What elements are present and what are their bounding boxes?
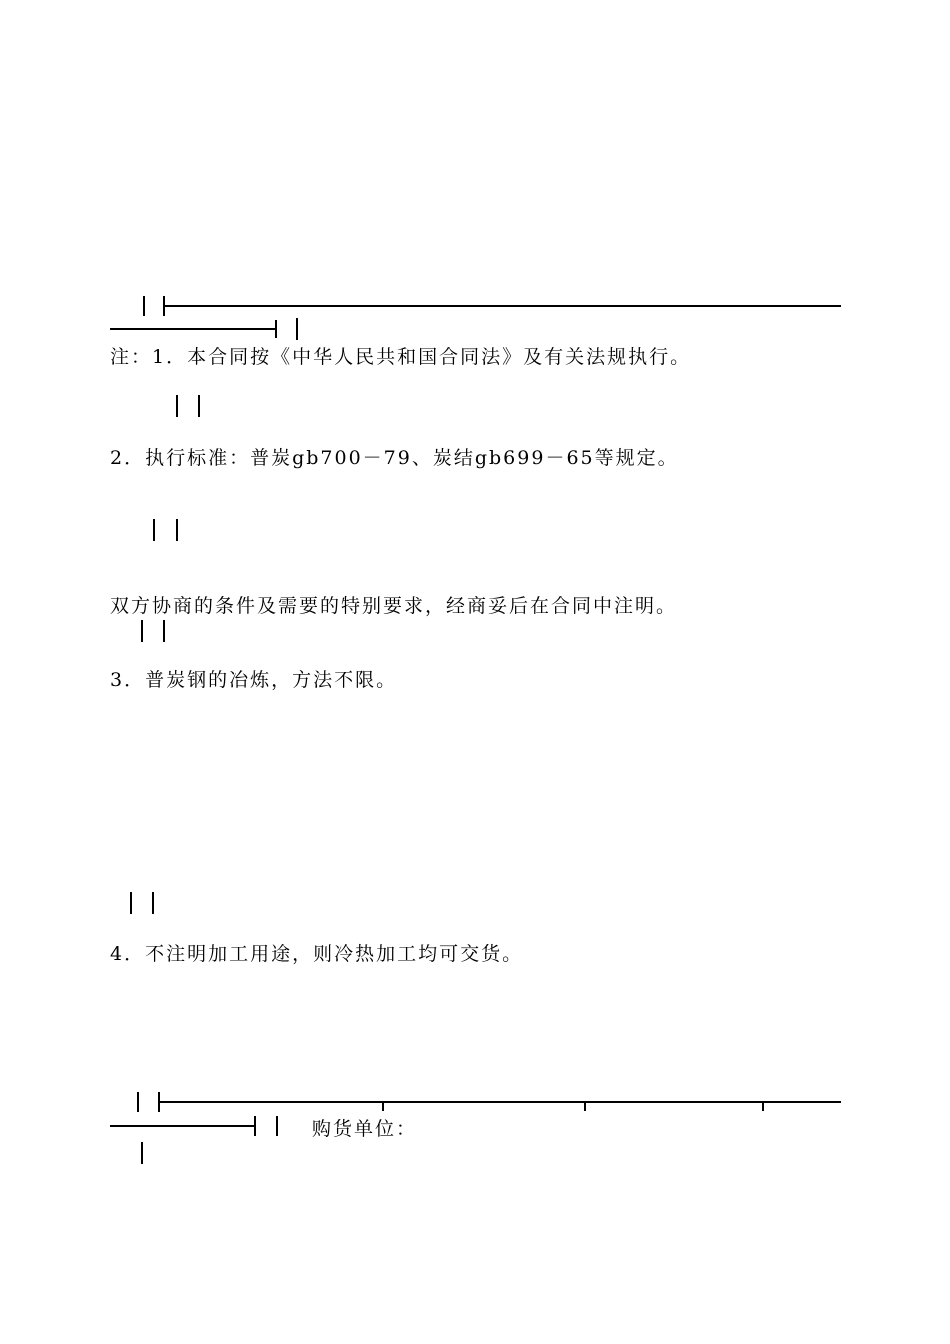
table-tick (762, 1101, 764, 1111)
table-tick (382, 1101, 384, 1111)
note-line-2: 2．执行标准：普炭gb700－79、炭结gb699－65等规定。 (110, 447, 679, 469)
table-vbar (176, 519, 178, 541)
note-line-3: 双方协商的条件及需要的特别要求，经商妥后在合同中注明。 (110, 595, 678, 617)
table-vbar (296, 318, 298, 340)
table-vbar (152, 892, 154, 914)
table-vbar (137, 1092, 139, 1112)
table-vbar (153, 519, 155, 541)
table-vbar (143, 296, 145, 316)
table-hline (110, 1125, 255, 1127)
table-vbar (276, 1116, 278, 1136)
note-line-4: 3．普炭钢的冶炼，方法不限。 (110, 669, 398, 691)
table-vbar (254, 1116, 256, 1136)
note-line-5: 4．不注明加工用途，则冷热加工均可交货。 (110, 943, 524, 965)
table-vbar (198, 395, 200, 417)
table-vbar (163, 620, 165, 642)
note-line-1: 注：1．本合同按《中华人民共和国合同法》及有关法规执行。 (110, 346, 692, 368)
table-hline (165, 305, 841, 307)
table-vbar (275, 320, 277, 338)
buyer-label: 购货单位： (312, 1118, 418, 1140)
table-vbar (141, 620, 143, 642)
table-vbar (141, 1142, 143, 1164)
table-vbar (176, 395, 178, 417)
table-tick (584, 1101, 586, 1111)
table-vbar (130, 892, 132, 914)
table-hline (110, 328, 276, 330)
table-hline (160, 1101, 841, 1103)
